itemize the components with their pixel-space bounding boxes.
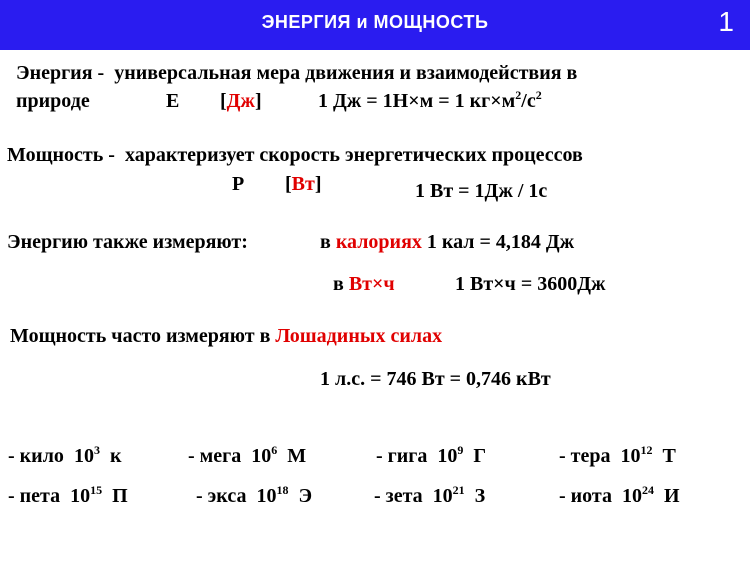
watt-hour-line: в Вт×ч xyxy=(333,273,395,295)
power-unit: [Вт] xyxy=(285,173,322,195)
prefix-giga: - гига $10^9$ Г xyxy=(376,443,487,467)
slide-title: ЭНЕРГИЯ и МОЩНОСТЬ xyxy=(261,12,489,32)
horsepower-word: Лошадиных силах xyxy=(275,325,443,347)
watt-hour-word: Вт×ч xyxy=(348,273,395,295)
title-bar xyxy=(0,0,750,50)
prefix-kilo: - кило $10^3$ к xyxy=(8,443,122,467)
energy-definition-line2 xyxy=(16,91,90,111)
prefix-exa: - экса $10^{18}$ Э xyxy=(196,483,313,507)
energy-formula: 1 Дж = 1Н×м = 1 $кг\times м^2/с^2$ xyxy=(318,88,542,112)
calorie-line: в калориях 1 кал = 4,184 Дж xyxy=(320,231,575,253)
horsepower-formula: 1 л.с. = 746 Вт = 0,746 кВт xyxy=(320,368,551,390)
prefix-tera: - тера $10^{12}$ Т xyxy=(559,443,676,467)
energy-symbol: E xyxy=(166,90,180,112)
energy-term: Энергия - xyxy=(16,62,105,84)
prefix-zeta: - зета $10^{21}$ З xyxy=(374,483,486,507)
power-term: Мощность - xyxy=(7,144,115,166)
power-formula: 1 Вт = 1Дж / 1с xyxy=(415,180,548,202)
energy-definition-cont: природе xyxy=(16,90,90,112)
energy-unit: [Дж] xyxy=(220,90,262,112)
calorie-word: калориях xyxy=(335,231,422,253)
energy-definition: универсальная мера движения и взаимодействия в xyxy=(114,62,578,84)
energy-unit-name: Дж xyxy=(226,90,255,112)
calorie-formula: 1 кал = 4,184 Дж xyxy=(426,231,575,253)
prefix-iota: - иота $10^{24}$ И xyxy=(559,483,680,507)
energy-definition-line1 xyxy=(16,63,577,83)
power-unit-name: Вт xyxy=(291,173,315,195)
watt-hour-formula: 1 Вт×ч = 3600Дж xyxy=(455,273,606,295)
power-symbol: P xyxy=(232,173,245,195)
prefix-mega: - мега $10^6$ М xyxy=(188,443,307,467)
energy-units-lead: Энергию также измеряют: xyxy=(7,231,248,253)
prefix-peta: - пета $10^{15}$ П xyxy=(8,483,128,507)
horsepower-line: Мощность часто измеряют в Лошадиных силах xyxy=(10,325,443,347)
power-definition xyxy=(7,145,583,165)
power-definition-text: характеризует скорость энергетических процессов xyxy=(124,144,583,166)
slide-number: 1 xyxy=(718,6,734,37)
